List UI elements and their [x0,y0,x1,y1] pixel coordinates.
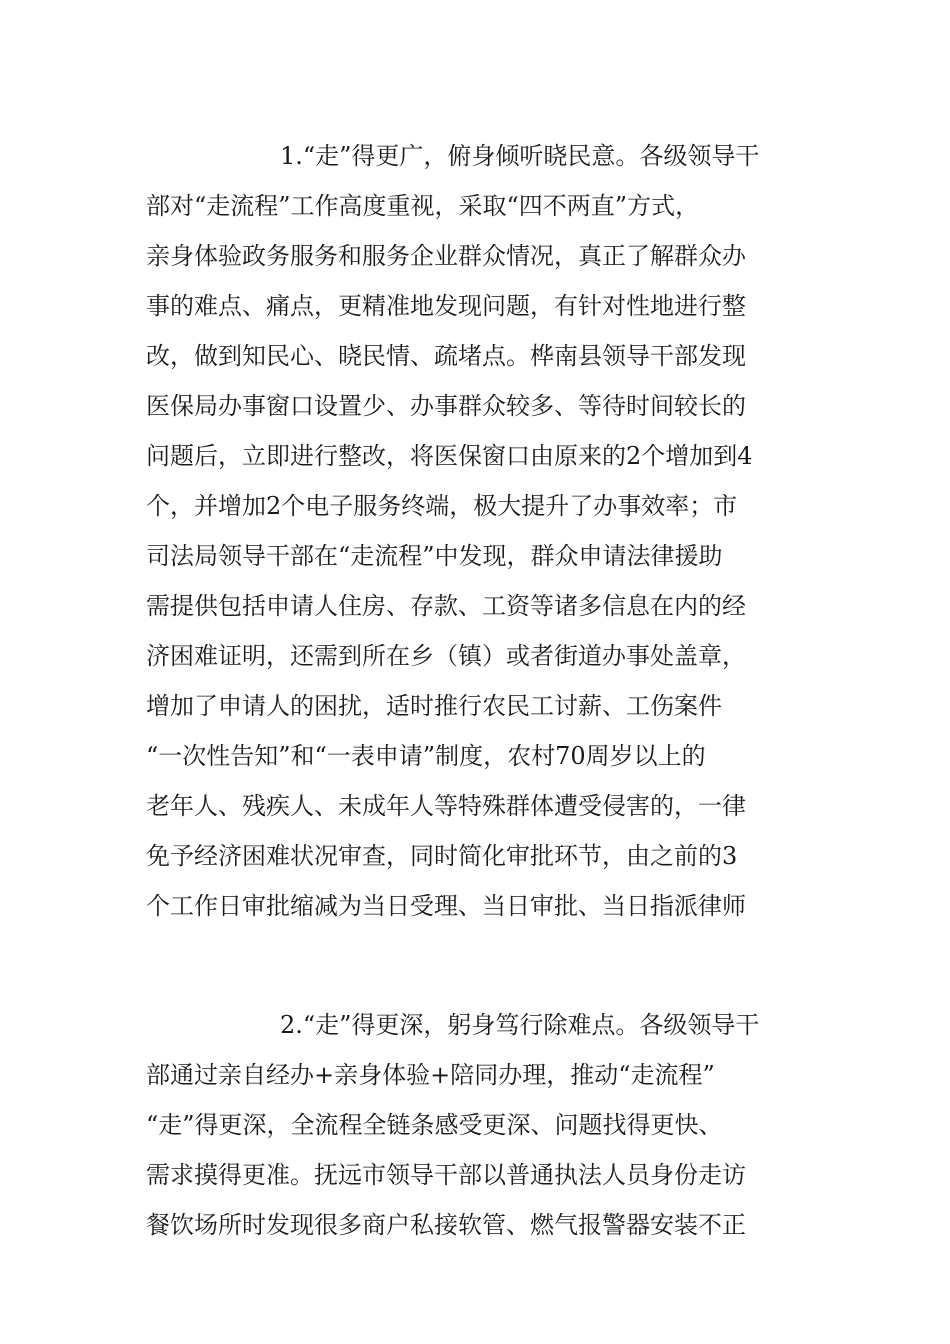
paragraph-line: 个工作日审批缩减为当日受理、当日审批、当日指派律师 [146,892,746,920]
paragraph-line: 问题后，立即进行整改，将医保窗口由原来的2个增加到4 [146,442,753,470]
paragraph-line: 需求摸得更准。抚远市领导干部以普通执法人员身份走访 [146,1161,746,1189]
paragraph-line: “一次性告知”和“一表申请”制度，农村70周岁以上的 [146,742,706,770]
paragraph-line: 济困难证明，还需到所在乡（镇）或者街道办事处盖章， [146,642,746,670]
paragraph-line: 需提供包括申请人住房、存款、工资等诸多信息在内的经 [146,592,746,620]
paragraph-1 [146,131,816,931]
paragraph-line: 司法局领导干部在“走流程”中发现，群众申请法律援助 [146,542,723,570]
paragraph-line: 部对“走流程”工作高度重视，采取“四不两直”方式， [146,192,700,220]
paragraph-2 [146,1000,816,1250]
paragraph-line: 2.“走”得更深，躬身笃行除难点。各级领导干 [280,1011,760,1039]
paragraph-line: “走”得更深，全流程全链条感受更深、问题找得更快、 [146,1111,723,1139]
paragraph-line: 老年人、残疾人、未成年人等特殊群体遭受侵害的，一律 [146,792,746,820]
paragraph-line: 部通过亲自经办+亲身体验+陪同办理，推动“走流程” [146,1061,715,1089]
paragraph-line: 事的难点、痛点，更精准地发现问题，有针对性地进行整 [146,292,746,320]
paragraph-line: 免予经济困难状况审查，同时简化审批环节，由之前的3 [146,842,738,870]
paragraph-line: 改，做到知民心、晓民情、疏堵点。桦南县领导干部发现 [146,342,746,370]
paragraph-line: 增加了申请人的困扰，适时推行农民工讨薪、工伤案件 [146,692,722,720]
paragraph-line: 医保局办事窗口设置少、办事群众较多、等待时间较长的 [146,392,746,420]
paragraph-line: 亲身体验政务服务和服务企业群众情况，真正了解群众办 [146,242,746,270]
paragraph-line: 1.“走”得更广，俯身倾听晓民意。各级领导干 [280,142,760,170]
paragraph-line: 个，并增加2个电子服务终端，极大提升了办事效率；市 [146,492,738,520]
paragraph-line: 餐饮场所时发现很多商户私接软管、燃气报警器安装不正 [146,1211,746,1239]
